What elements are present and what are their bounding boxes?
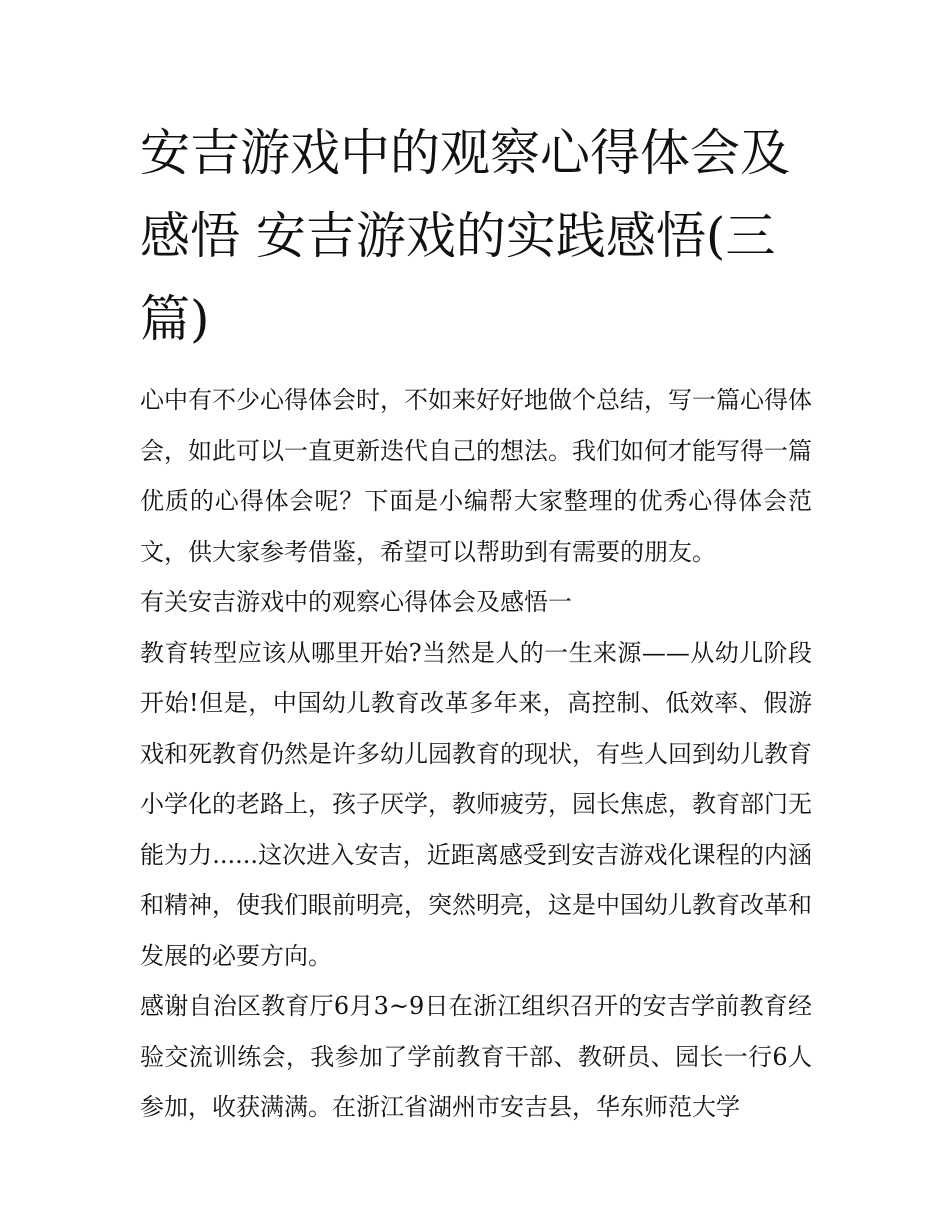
body-paragraph-2: 感谢自治区教育厅6月3~9日在浙江组织召开的安吉学前教育经验交流训练会，我参加了学前教育干部、教研员、园长一行6人参加，收获满满。在浙江省湖州市安吉县，华东师范大学 bbox=[140, 992, 812, 1121]
document-page bbox=[140, 112, 812, 1133]
body-paragraph-1: 教育转型应该从哪里开始?当然是人的一生来源——从幼儿阶段开始!但是，中国幼儿教育改革多年来，高控制、低效率、假游戏和死教育仍然是许多幼儿园教育的现状，有些人回到幼儿教育小学化的老路上，孩子厌学，教师疲劳，园长焦虑，教育部门无能为力......这次进入安吉，近距离感受到安吉游戏化课程的内涵和精神，使我们眼前明亮，突然明亮，这是中国幼儿教育改革和发展的必要方向。 bbox=[140, 638, 812, 970]
section-heading: 有关安吉游戏中的观察心得体会及感悟一 bbox=[140, 588, 572, 616]
document-title: 安吉游戏中的观察心得体会及感悟 安吉游戏的实践感悟(三篇) bbox=[140, 124, 790, 348]
intro-paragraph: 心中有不少心得体会时，不如来好好地做个总结，写一篇心得体会，如此可以一直更新迭代自己的想法。我们如何才能写得一篇优质的心得体会呢？下面是小编帮大家整理的优秀心得体会范文，供大家参考借鉴，希望可以帮助到有需要的朋友。 bbox=[140, 386, 812, 566]
